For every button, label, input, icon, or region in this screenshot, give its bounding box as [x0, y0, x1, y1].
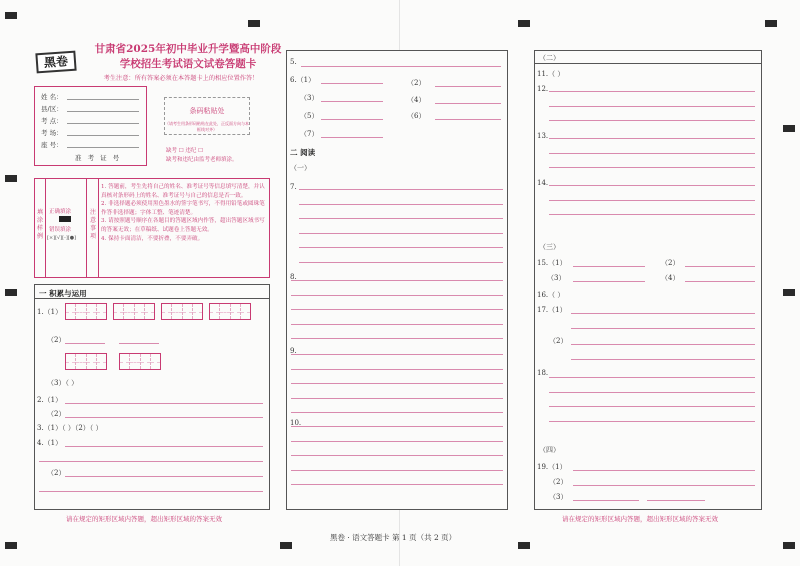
answer-line[interactable]: [299, 262, 503, 263]
answer-line[interactable]: [549, 421, 755, 422]
q17-2-label: （2）: [549, 337, 568, 345]
barcode-label: 条码粘贴处: [189, 107, 225, 115]
answer-line[interactable]: [321, 83, 383, 84]
timing-mark: [518, 20, 530, 27]
q15-3-label: （3）: [547, 274, 566, 282]
section-footer-note: 请在规定的矩形区域内答题，超出矩形区域的答案无效: [66, 515, 222, 523]
q15-1-label: 15.（1）: [537, 259, 567, 267]
answer-line[interactable]: [571, 344, 755, 345]
answer-line[interactable]: [573, 281, 645, 282]
q1-3-label[interactable]: （3）（ ）: [47, 379, 79, 387]
q6-3-label: （3）: [300, 94, 319, 102]
answer-line[interactable]: [65, 417, 263, 418]
title-line-1: 甘肃省2025年初中毕业升学暨高中阶段: [94, 43, 282, 55]
answer-line[interactable]: [573, 485, 755, 486]
sub-section-3: （三）: [539, 243, 560, 251]
q5-label: 5.: [290, 58, 297, 66]
timing-mark: [518, 542, 530, 549]
q4-2-label: （2）: [47, 469, 66, 477]
exam-room-field[interactable]: 考 场：: [41, 128, 63, 137]
timing-mark: [5, 12, 17, 19]
answer-line[interactable]: [291, 369, 503, 370]
answer-line[interactable]: [573, 266, 645, 267]
timing-mark: [5, 289, 17, 296]
answer-line[interactable]: [299, 233, 503, 234]
answer-line[interactable]: [549, 91, 755, 92]
answer-line[interactable]: [571, 313, 755, 314]
answer-line[interactable]: [321, 119, 383, 120]
section-2-title: 二 阅读: [290, 148, 316, 157]
candidate-notice: 考生注意：所有答案必须在本答题卡上的相应位置作答！: [103, 75, 259, 82]
q17-1-label: 17.（1）: [537, 306, 567, 314]
wrong-fill-label: 错误填涂: [49, 227, 72, 233]
answer-line[interactable]: [299, 204, 503, 205]
q11-label[interactable]: 11.（ ）: [537, 70, 565, 78]
seat-field[interactable]: 座 号：: [41, 140, 63, 149]
section-1-title: 一 积累与运用: [39, 289, 87, 298]
q6-7-label: （7）: [300, 130, 319, 138]
answer-line[interactable]: [65, 446, 263, 447]
q2-2-label: （2）: [47, 410, 66, 418]
section-footer-note: 请在规定的矩形区域内答题，超出矩形区域的答案无效: [562, 515, 718, 523]
timing-mark: [248, 20, 260, 27]
answer-line[interactable]: [65, 403, 263, 404]
answer-line[interactable]: [291, 426, 503, 427]
timing-mark: [5, 542, 17, 549]
exam-number-label: 准 考 证 号: [75, 154, 122, 162]
char-grid[interactable]: [119, 353, 161, 370]
answer-line[interactable]: [291, 383, 503, 384]
q6-6-label: （6）: [407, 112, 426, 120]
answer-line[interactable]: [299, 189, 503, 190]
q3-label[interactable]: 3.（1）（ ）（2）（ ）: [37, 424, 103, 432]
answer-line[interactable]: [685, 266, 755, 267]
answer-line[interactable]: [549, 153, 755, 154]
q18-label: 18.: [537, 369, 549, 377]
exam-site-field[interactable]: 考 点：: [41, 116, 63, 125]
q19-2-label: （2）: [549, 478, 568, 486]
q6-4-label: （4）: [407, 96, 426, 104]
q10-label: 10.: [290, 419, 302, 427]
q1-2-label: （2）: [47, 336, 66, 344]
correct-fill-label: 正确填涂: [49, 209, 72, 215]
q7-label: 7.: [290, 183, 297, 191]
answer-line[interactable]: [571, 328, 755, 329]
q12-label: 12.: [537, 85, 549, 93]
sub-section-1: （一）: [290, 164, 311, 172]
answer-line[interactable]: [549, 392, 755, 393]
rules-list: 1. 答题前，考生先将自己的姓名、准考证号等信息填写清楚，并认真核对条形码上的姓名、准考证号与自己的信息是否一致。 2. 非选择题必须使用黑色墨水的签字笔书写，不得用铅笔或圆珠笔作答非选择题；字体工整、笔迹清楚。 3. 请按照题号顺序在各题目的答题区域内作答，超出答题区域书写的答案无效；在草稿纸、试题卷上答题无效。 4. 保持卡面清洁，不要折叠，不要弄破。: [101, 184, 265, 242]
absent-checkboxes[interactable]: 缺考 ☐ 违纪 ☐: [166, 148, 204, 154]
answer-line[interactable]: [549, 214, 755, 215]
q8-label: 8.: [290, 273, 297, 281]
absent-note: 缺考和违纪由监考老师填涂。: [166, 157, 238, 163]
barcode-area: [164, 97, 250, 135]
q1-label: 1.（1）: [37, 308, 63, 316]
column-2-box: [286, 50, 508, 510]
answer-line[interactable]: [65, 343, 105, 344]
answer-line[interactable]: [291, 398, 503, 399]
answer-line[interactable]: [321, 101, 383, 102]
answer-line[interactable]: [435, 119, 501, 120]
q16-label[interactable]: 16.（ ）: [537, 291, 565, 299]
q15-4-label: （4）: [661, 274, 680, 282]
q4-label: 4.（1）: [37, 439, 63, 447]
answer-line[interactable]: [291, 470, 503, 471]
answer-line[interactable]: [549, 138, 755, 139]
timing-mark: [783, 542, 795, 549]
answer-line[interactable]: [321, 137, 383, 138]
answer-line[interactable]: [549, 406, 755, 407]
answer-line[interactable]: [39, 461, 263, 462]
answer-line[interactable]: [573, 500, 639, 501]
column-3-box: [534, 50, 762, 510]
timing-mark: [765, 20, 777, 27]
char-grid[interactable]: [161, 303, 203, 320]
wrong-fill-sample: [×][√][-][●]: [47, 235, 77, 241]
q15-2-label: （2）: [661, 259, 680, 267]
answer-line[interactable]: [39, 491, 263, 492]
answer-line[interactable]: [291, 484, 503, 485]
answer-line[interactable]: [549, 120, 755, 121]
answer-line[interactable]: [549, 200, 755, 201]
answer-line[interactable]: [549, 106, 755, 107]
answer-line[interactable]: [291, 324, 503, 325]
county-field[interactable]: 县/区：: [41, 104, 63, 113]
fill-example-label: 填涂样例: [36, 209, 43, 240]
answer-line[interactable]: [291, 412, 503, 413]
answer-line[interactable]: [299, 247, 503, 248]
candidate-info-box: [34, 86, 147, 166]
instructions-box: [34, 178, 270, 278]
timing-mark: [783, 289, 795, 296]
notes-title: 注意事项: [89, 209, 96, 240]
char-grid[interactable]: [65, 353, 107, 370]
answer-line[interactable]: [291, 455, 503, 456]
answer-line[interactable]: [291, 338, 503, 339]
answer-line[interactable]: [685, 281, 755, 282]
page-footer: 黑卷 · 语文答题卡 第 1 页（共 2 页）: [330, 533, 457, 542]
section-1-box: [34, 284, 270, 510]
answer-line[interactable]: [435, 103, 501, 104]
answer-line[interactable]: [65, 476, 263, 477]
paper-type-stamp: 黑卷: [35, 51, 76, 74]
q13-label: 13.: [537, 132, 549, 140]
answer-line[interactable]: [291, 309, 503, 310]
sub-section-4: （四）: [539, 446, 560, 454]
answer-line[interactable]: [301, 66, 501, 67]
timing-mark: [5, 175, 17, 182]
q6-2-label: （2）: [407, 79, 426, 87]
answer-line[interactable]: [435, 86, 501, 87]
q9-label: 9.: [290, 347, 297, 355]
q2-label: 2.（1）: [37, 396, 63, 404]
q14-label: 14.: [537, 179, 549, 187]
timing-mark: [783, 125, 795, 132]
timing-mark: [280, 542, 292, 549]
barcode-hint: （请考生用条形码粘贴在此处，正反面方向与本框线对齐）: [165, 121, 249, 132]
char-grid[interactable]: [209, 303, 251, 320]
name-field[interactable]: 姓 名：: [41, 92, 63, 101]
answer-line[interactable]: [647, 500, 705, 501]
q6-1-label: 6.（1）: [290, 76, 316, 84]
sub-section-2: （二）: [539, 54, 560, 62]
answer-line[interactable]: [291, 295, 503, 296]
answer-line[interactable]: [291, 354, 503, 355]
answer-line[interactable]: [291, 441, 503, 442]
answer-line[interactable]: [571, 359, 755, 360]
answer-line[interactable]: [549, 167, 755, 168]
answer-line[interactable]: [573, 470, 755, 471]
q19-3-label: （3）: [549, 493, 568, 501]
answer-line[interactable]: [119, 343, 159, 344]
sheet-title: [82, 42, 294, 72]
answer-line[interactable]: [299, 218, 503, 219]
q19-1-label: 19.（1）: [537, 463, 567, 471]
answer-line[interactable]: [549, 185, 755, 186]
title-line-2: 学校招生考试语文试卷答题卡: [119, 58, 257, 70]
char-grid[interactable]: [113, 303, 155, 320]
answer-line[interactable]: [549, 377, 755, 378]
q6-5-label: （5）: [300, 112, 319, 120]
char-grid[interactable]: [65, 303, 107, 320]
answer-line[interactable]: [291, 280, 503, 281]
